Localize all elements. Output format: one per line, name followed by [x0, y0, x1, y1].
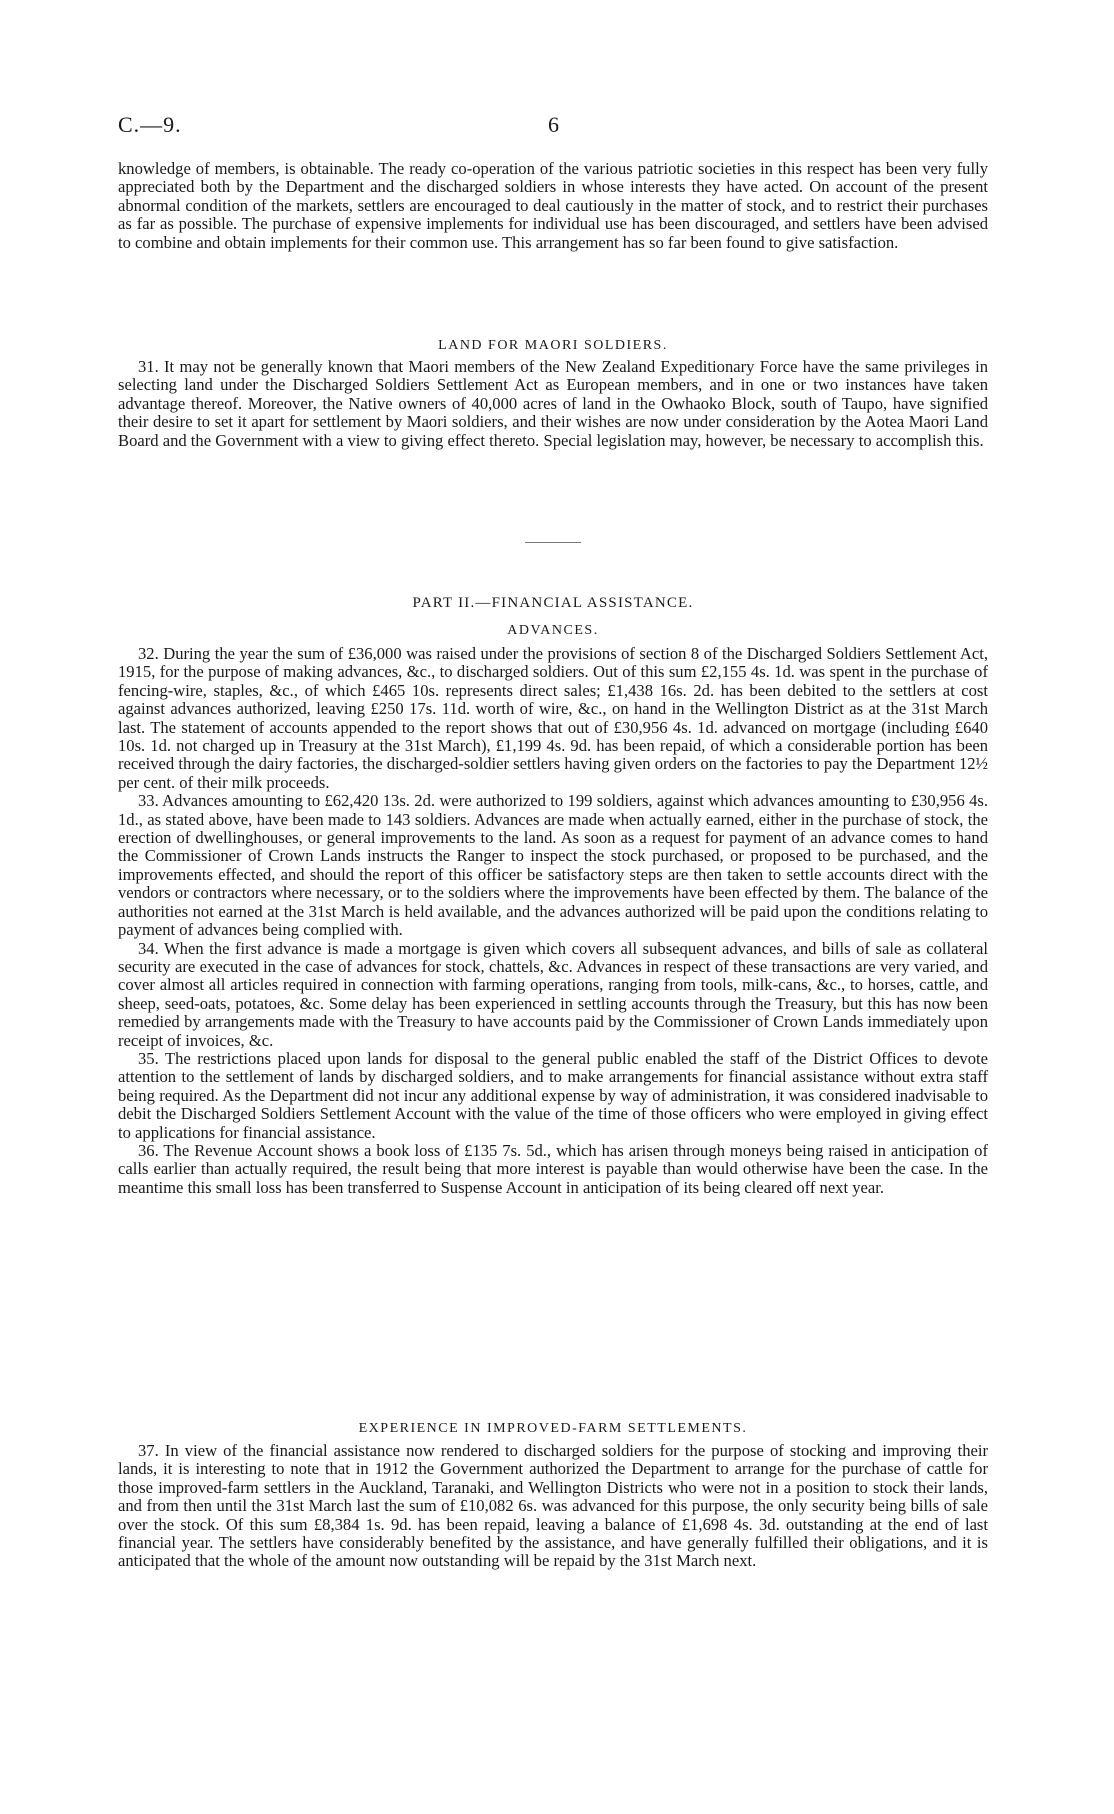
paragraph-36: 36. The Revenue Account shows a book loss of £135 7s. 5d., which has arisen through moneys being raised in anticipation of calls earlier than actually required, the result being that more interest is payable than would otherwise have been the case. In the meantime this small loss has been transferred to Suspense Account in anticipation of its being cleared off next year. [118, 1140, 988, 1197]
paragraph-34: 34. When the first advance is made a mortgage is given which covers all subsequent advances, and bills of sale as collateral security are executed in the case of advances for stock, chattels, &c. Advances in respect of these transactions are very varied, and cover almost all articles required in connection with farming operations, ranging from tools, milk-cans, &c., to horses, cattle, and sheep, seed-oats, potatoes, &c. Some delay has been experienced in settling accounts through the Treasury, but this has now been remedied by arrangements made with the Treasury to have accounts paid by the Commissioner of Crown Lands immediately upon receipt of invoices, &c. [118, 938, 988, 1050]
paragraph-33: 33. Advances amounting to £62,420 13s. 2d. were authorized to 199 soldiers, against which advances amounting to £30,956 4s. 1d., as stated above, have been made to 143 soldiers. Advances are made when actually earned, either in the purchase of stock, the erection of dwellinghouses, or general improvements to the land. As soon as a request for payment of an advance comes to hand the Commissioner of Crown Lands instructs the Ranger to inspect the stock purchased, or proposed to be purchased, and the improvements effected, and should the report of this officer be satisfactory steps are then taken to settle accounts direct with the vendors or contractors where necessary, or to the soldiers where the improvements have been effected by them. The balance of the authorities not earned at the 31st March is held available, and the advances authorized will be paid upon the conditions relating to payment of advances being complied with. [118, 791, 988, 940]
continuation-paragraph: knowledge of members, is obtainable. The ready co-operation of the various patriotic societies in this respect has been very fully appreciated both by the Department and the discharged soldiers in whose interests they have acted. On account of the present abnormal condition of the markets, settlers are encouraged to deal cautiously in the matter of stock, and to restrict their purchases as far as possible. The purchase of expensive implements for individual use has been discouraged, and settlers have been advised to combine and obtain implements for their common use. This arrangement has so far been found to give satisfaction. [118, 159, 988, 252]
part-two-heading: PART II.—FINANCIAL ASSISTANCE. [412, 595, 694, 611]
continuation-block [118, 160, 988, 252]
page-header [118, 112, 974, 140]
section-land-maori-soldiers [118, 337, 988, 355]
experience-body [118, 1442, 988, 1571]
part-two-heading-block [118, 594, 988, 612]
advances-heading-block [118, 622, 988, 640]
paragraph-32: 32. During the year the sum of £36,000 was raised under the provisions of section 8 of the Discharged Soldiers Settlement Act, 1915, for the purpose of making advances, &c., to discharged soldiers. Out of this sum £2,155 4s. 1d. was spent in the purchase of fencing-wire, staples, &c., of which £465 10s. represents direct sales; £1,438 16s. 2d. has been debited to the settlers at cost against advances authorized, leaving £250 17s. 11d. worth of wire, &c., on hand in the Wellington District as at the 31st March last. The statement of accounts appended to the report shows that out of £30,956 4s. 1d. advanced on mortgage (including £640 10s. 1d. not charged up in Treasury at the 31st March), £1,199 4s. 9d. has been repaid, of which a considerable portion has been received through the dairy factories, the discharged-soldier settlers having given orders on the factories to pay the Department 12½ per cent. of their milk proceeds. [118, 644, 988, 792]
experience-heading-block [118, 1420, 988, 1438]
section-heading-land: LAND FOR MAORI SOLDIERS. [438, 338, 668, 353]
advances-body [118, 645, 988, 1197]
document-reference: C.—9. [118, 112, 182, 137]
section-divider [525, 542, 581, 543]
section-heading-experience: EXPERIENCE IN IMPROVED-FARM SETTLEMENTS. [358, 1421, 748, 1436]
section-land-body [118, 358, 988, 450]
page-number: 6 [548, 112, 559, 137]
paragraph-37: 37. In view of the financial assistance now rendered to discharged soldiers for the purpose of stocking and improving their lands, it is interesting to note that in 1912 the Government authorized the Department to arrange for the purchase of cattle for those improved-farm settlers in the Auckland, Taranaki, and Wellington Districts who were not in a position to stock their lands, and from then until the 31st March last the sum of £10,082 6s. was advanced for this purpose, the only security being bills of sale over the stock. Of this sum £8,384 1s. 9d. has been repaid, leaving a balance of £1,698 4s. 3d. outstanding at the end of last financial year. The settlers have considerably benefited by the assistance, and have generally fulfilled their obligations, and it is anticipated that the whole of the amount now outstanding will be repaid by the 31st March next. [118, 1441, 988, 1571]
paragraph-35: 35. The restrictions placed upon lands for disposal to the general public enabled the staff of the District Offices to devote attention to the settlement of lands by discharged soldiers, and to make arrangements for financial assistance without extra staff being required. As the Department did not incur any additional expense by way of administration, it was considered inadvisable to debit the Discharged Soldiers Settlement Account with the value of the time of those officers who were employed in giving effect to applications for financial assistance. [118, 1048, 988, 1142]
section-heading-advances: ADVANCES. [507, 623, 599, 638]
paragraph-31: 31. It may not be generally known that Maori members of the New Zealand Expeditionary Force have the same privileges in selecting land under the Discharged Soldiers Settlement Act as European members, and in one or two instances have taken advantage thereof. Moreover, the Native owners of 40,000 acres of land in the Owhaoko Block, south of Taupo, have signified their desire to set it apart for settlement by Maori soldiers, and their wishes are now under consideration by the Aotea Maori Land Board and the Government with a view to giving effect thereto. Special legislation may, however, be necessary to accomplish this. [118, 357, 988, 450]
